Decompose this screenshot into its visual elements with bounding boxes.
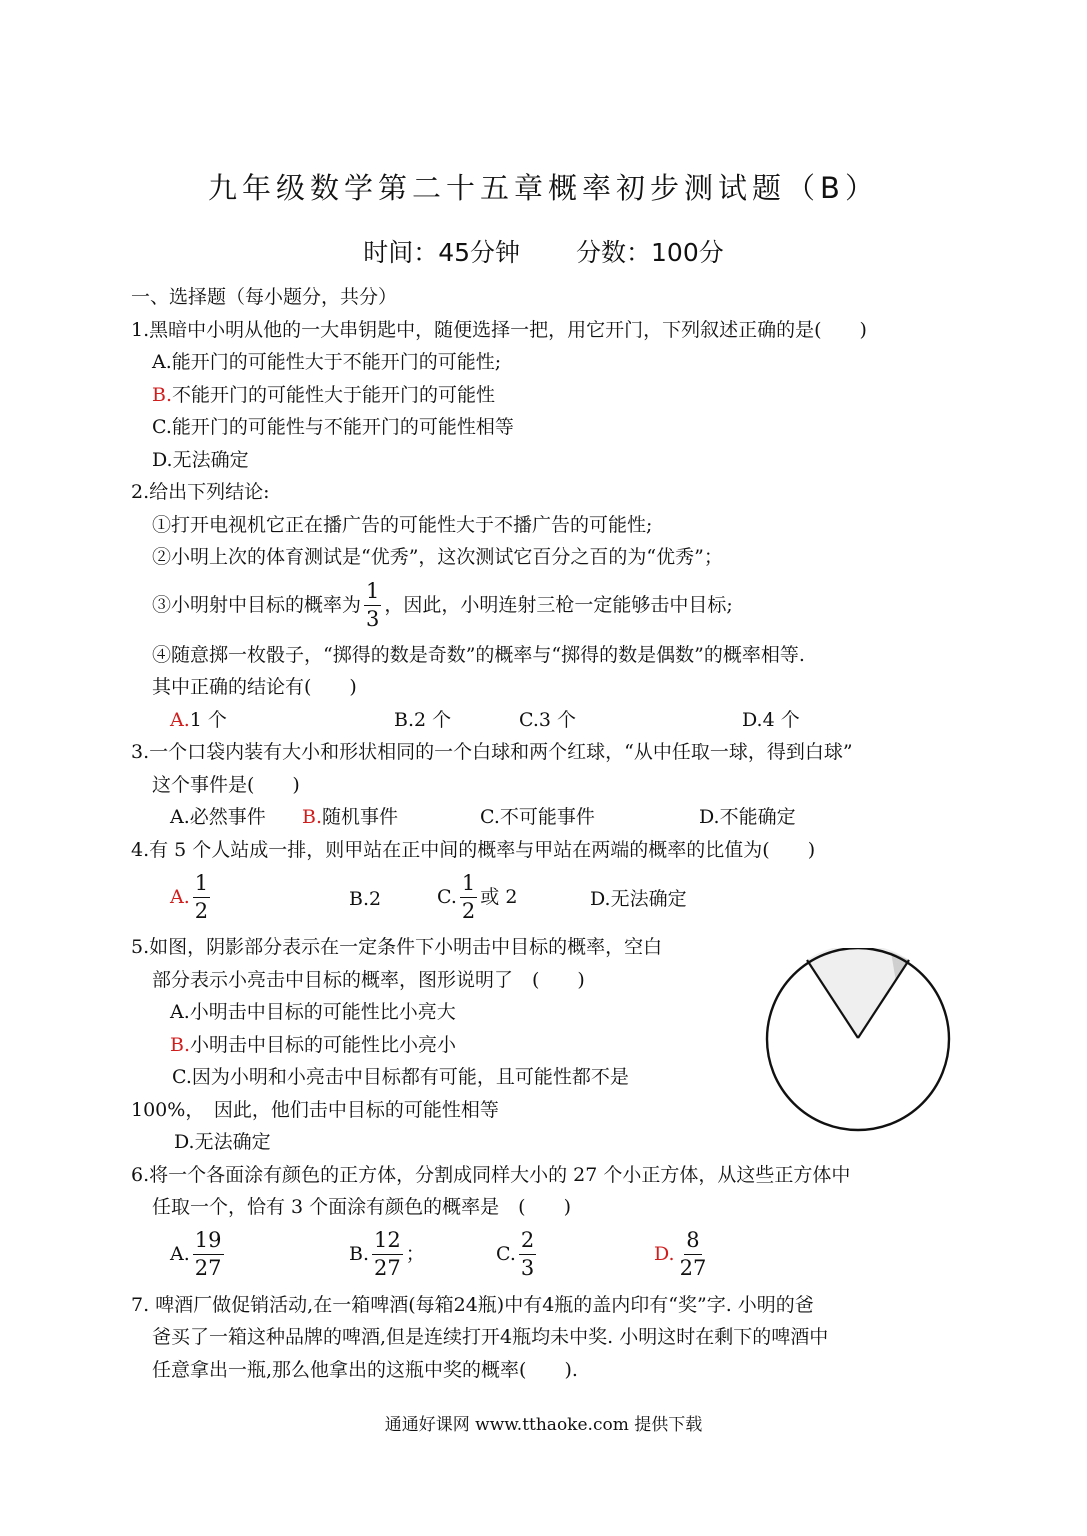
q6-option-b: [349, 1230, 425, 1279]
fraction-numerator: 12: [372, 1230, 403, 1255]
q3-stem-line2: 这个事件是( ): [152, 774, 300, 796]
q4-option-c-post: 或 2: [480, 886, 518, 908]
q4-option-c: [437, 873, 517, 922]
section-heading: 一、选择题（每小题分，共分）: [131, 286, 398, 308]
q5-option-d: D.无法确定: [174, 1131, 271, 1153]
fraction-denominator: 3: [520, 1256, 535, 1280]
q6-stem-line1: 6.将一个各面涂有颜色的正方体，分割成同样大小的 27 个小正方体，从这些正方体中: [131, 1164, 851, 1186]
q3-option-a: A.必然事件: [170, 806, 266, 828]
q2-option-d: D.4 个: [742, 709, 800, 731]
q1-option-d: D.无法确定: [152, 449, 249, 471]
q7-line3: 任意拿出一瓶,那么他拿出的这瓶中奖的概率( ).: [152, 1359, 578, 1381]
q6-option-a-letter: A.: [170, 1243, 190, 1265]
q2-statement-3-pre: ③小明射中目标的概率为: [152, 594, 362, 616]
q5-option-c-line1: C.因为小明和小亮击中目标都有可能，且可能性都不是: [172, 1066, 629, 1088]
fraction-one-half: [193, 873, 210, 922]
q6-option-c: [496, 1230, 539, 1279]
q2-statement-4: ④随意掷一枚骰子，“掷得的数是奇数”的概率与“掷得的数是偶数”的概率相等.: [152, 644, 805, 666]
q1-answer-letter: B.: [152, 384, 173, 406]
q3-option-b-text: 随机事件: [322, 806, 399, 828]
q1-option-a: A.能开门的可能性大于不能开门的可能性;: [152, 351, 502, 373]
q6-answer-letter: D.: [654, 1243, 675, 1265]
q2-stem: 2.给出下列结论:: [131, 481, 270, 503]
q4-option-c-letter: C.: [437, 886, 457, 908]
q2-statement-2: ②小明上次的体育测试是“优秀”，这次测试它百分之百的为“优秀”；: [152, 546, 723, 568]
fraction-2-3: [519, 1230, 536, 1279]
q5-stem-line1: 5.如图，阴影部分表示在一定条件下小明击中目标的概率，空白: [131, 936, 663, 958]
fraction-numerator: 19: [193, 1230, 224, 1255]
q2-option-c: C.3 个: [519, 709, 577, 731]
fraction-numerator: 2: [519, 1230, 536, 1255]
q2-option-a: [170, 711, 227, 730]
q2-option-a-text: 1 个: [189, 709, 227, 731]
q6-option-a: [170, 1230, 227, 1279]
exam-time: 时间：45分钟: [363, 238, 521, 267]
fraction-one-third: [364, 581, 381, 630]
q5-option-b-text: 小明击中目标的可能性比小亮小: [190, 1034, 457, 1056]
fraction-denominator: 2: [194, 899, 209, 923]
q6-option-b-post: ；: [405, 1243, 425, 1265]
pie-figure: [760, 948, 956, 1134]
q2-statement-3: [152, 581, 733, 630]
fraction-denominator: 3: [366, 607, 380, 631]
q3-answer-letter: B.: [302, 806, 323, 828]
exam-info: [0, 233, 1087, 269]
q6-stem-line2: 任取一个，恰有 3 个面涂有颜色的概率是 ( ): [152, 1196, 571, 1218]
q6-option-b-letter: B.: [349, 1243, 370, 1265]
q5-stem-line2: 部分表示小亮击中目标的概率，图形说明了 ( ): [152, 969, 585, 991]
fraction-denominator: 27: [194, 1256, 222, 1280]
q5-answer-letter: B.: [170, 1034, 191, 1056]
q5-option-c-line2: 100%， 因此，他们击中目标的可能性相等: [131, 1099, 499, 1121]
fraction-numerator: 1: [460, 873, 477, 898]
q1-stem: 1.黑暗中小明从他的一大串钥匙中，随便选择一把，用它开门，下列叙述正确的是( ): [131, 319, 867, 341]
fraction-denominator: 2: [461, 899, 476, 923]
exam-score: 分数：100分: [576, 238, 724, 267]
q2-ask: 其中正确的结论有( ): [152, 676, 357, 698]
q3-option-c: C.不可能事件: [480, 806, 595, 828]
q4-option-d: D.无法确定: [590, 888, 687, 910]
q4-answer-letter: A.: [170, 886, 190, 908]
fraction-denominator: 27: [374, 1256, 401, 1280]
q3-stem-line1: 3.一个口袋内装有大小和形状相同的一个白球和两个红球，“从中任取一球，得到白球”: [131, 741, 853, 763]
q5-option-a: A.小明击中目标的可能性比小亮大: [170, 1001, 456, 1023]
fraction-numerator: 8: [684, 1230, 701, 1255]
q7-line1: 7. 啤酒厂做促销活动,在一箱啤酒(每箱24瓶)中有4瓶的盖内印有“奖”字. 小明的爸: [131, 1294, 814, 1316]
q7-line2: 爸买了一箱这种品牌的啤酒,但是连续打开4瓶均未中奖. 小明这时在剩下的啤酒中: [152, 1326, 829, 1348]
q4-stem: 4.有 5 个人站成一排，则甲站在正中间的概率与甲站在两端的概率的比值为( ): [131, 839, 816, 861]
fraction-denominator: 27: [679, 1256, 707, 1280]
q4-option-b: B.2: [349, 888, 382, 910]
q2-answer-letter: A.: [170, 709, 190, 731]
q1-option-b-text: 不能开门的可能性大于能开门的可能性: [172, 384, 496, 406]
fraction-numerator: 1: [193, 873, 210, 898]
q1-option-b: [152, 386, 495, 405]
fraction-one-half: [460, 873, 477, 922]
q6-option-c-letter: C.: [496, 1243, 516, 1265]
q2-option-b: B.2 个: [394, 709, 452, 731]
fraction-12-27: [372, 1230, 403, 1279]
q6-option-d: [654, 1230, 711, 1279]
fraction-numerator: 1: [364, 581, 381, 606]
footer-credit: 通通好课网 www.tthaoke.com 提供下载: [384, 1415, 703, 1435]
q4-option-a: [170, 873, 213, 922]
q2-statement-3-post: ，因此，小明连射三枪一定能够击中目标;: [384, 594, 733, 616]
fraction-8-27: [678, 1230, 709, 1279]
q2-statement-1: ①打开电视机它正在播广告的可能性大于不播广告的可能性;: [152, 514, 653, 536]
fraction-19-27: [193, 1230, 224, 1279]
page-title: 九年级数学第二十五章概率初步测试题（B）: [208, 171, 879, 205]
q3-option-d: D.不能确定: [699, 806, 796, 828]
q3-option-b: [302, 808, 398, 827]
q1-option-c: C.能开门的可能性与不能开门的可能性相等: [152, 416, 514, 438]
q5-option-b: [170, 1036, 456, 1055]
